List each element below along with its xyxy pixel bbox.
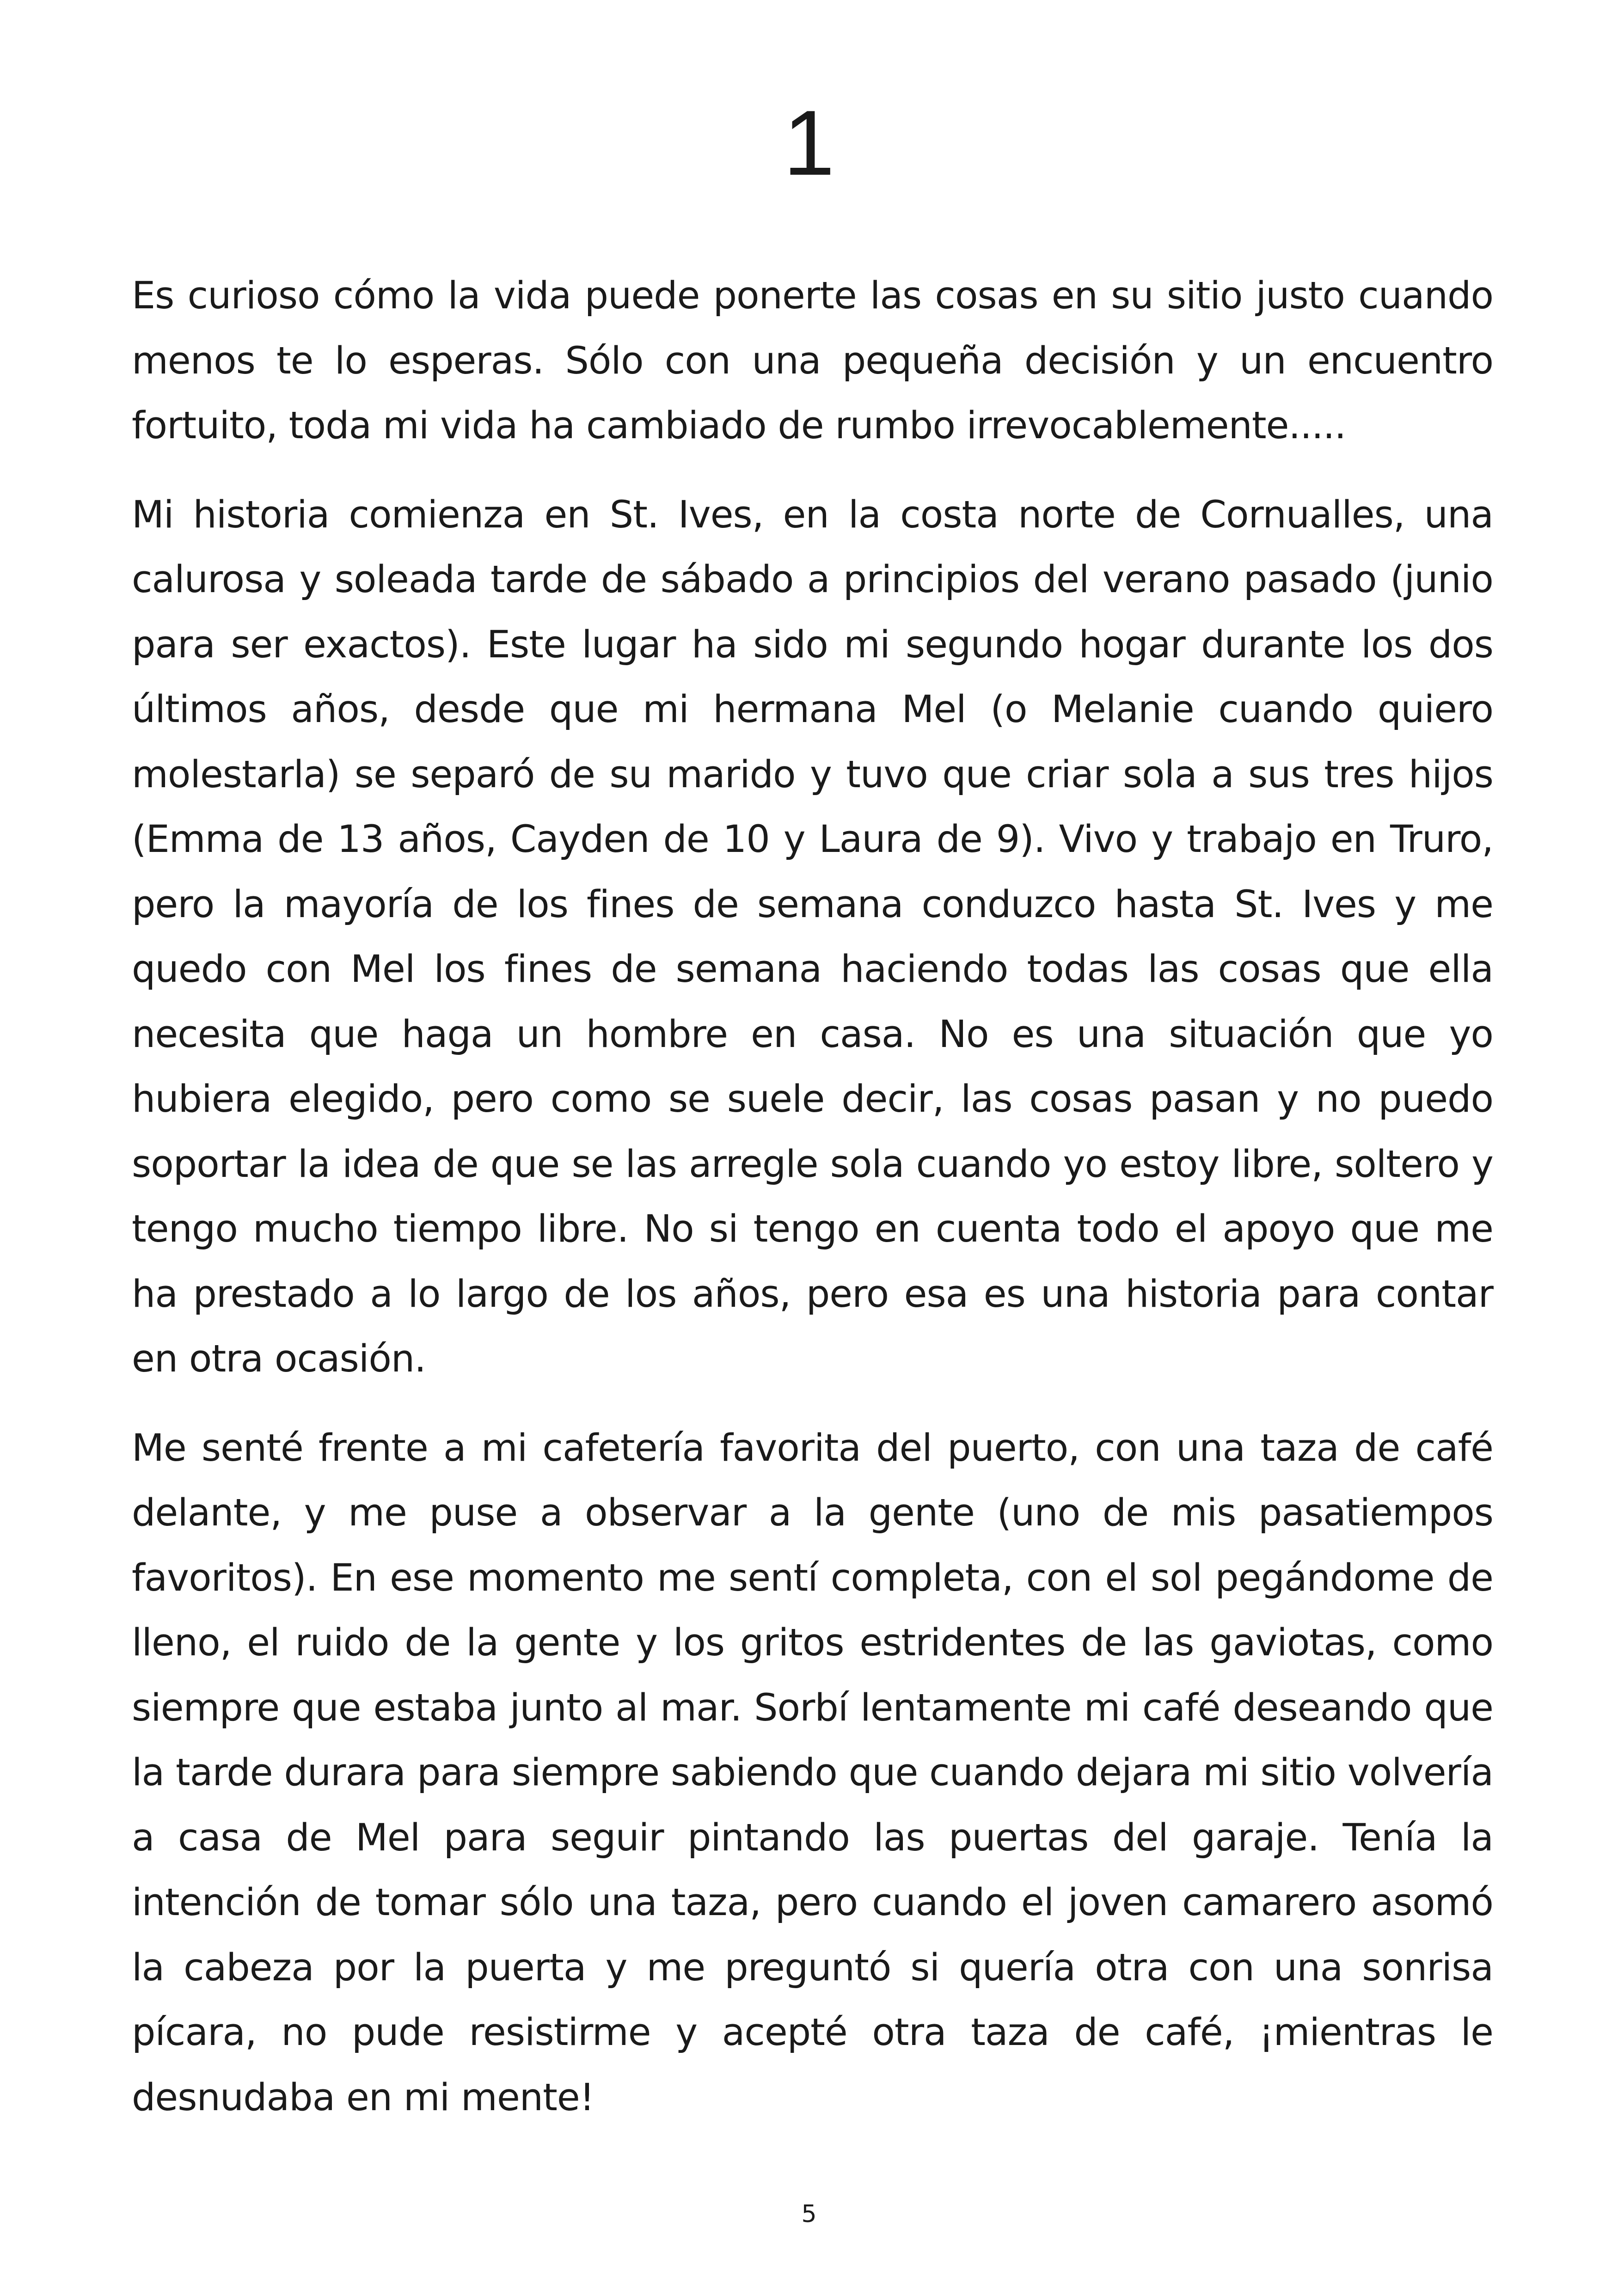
- page-number: 5: [801, 2200, 817, 2228]
- paragraph-2: Mi historia comienza en St. Ives, en la costa norte de Cornualles, una calurosa y soleada tarde de sábado a principios del verano pasado (junio para ser exactos). Este lugar ha sido mi segundo hogar durante los dos últimos años, desde que mi hermana Mel (o Melanie cuando quiero molestarla) se separó de su marido y tuvo que criar sola a sus tres hijos (Emma de 13 años, Cayden de 10 y Laura de 9). Vivo y trabajo en Truro, pero la mayoría de los fines de semana conduzco hasta St. Ives y me quedo con Mel los fines de semana haciendo todas las cosas que ella necesita que haga un hombre en casa. No es una situación que yo hubiera elegido, pero como se suele decir, las cosas pasan y no puedo soportar la idea de que se las arregle sola cuando yo estoy libre, soltero y tengo mucho tiempo libre. No si tengo en cuenta todo el apoyo que me ha prestado a lo largo de los años, pero esa es una historia para contar en otra ocasión.: [132, 493, 1493, 1381]
- chapter-body: [132, 263, 1493, 2154]
- paragraph-3: Me senté frente a mi cafetería favorita del puerto, con una taza de café delante, y me puse a observar a la gente (uno de mis pasatiempos favoritos). En ese momento me sentí completa, con el sol pegándome de lleno, el ruido de la gente y los gritos estridentes de las gaviotas, como siempre que estaba junto al mar. Sorbí lentamente mi café deseando que la tarde durara para siempre sabiendo que cuando dejara mi sitio volvería a casa de Mel para seguir pintando las puertas del garaje. Tenía la intención de tomar sólo una taza, pero cuando el joven camarero asomó la cabeza por la puerta y me preguntó si quería otra con una sonrisa pícara, no pude resistirme y acepté otra taza de café, ¡mientras le desnudaba en mi mente!: [132, 1426, 1493, 2119]
- paragraph-1: Es curioso cómo la vida puede ponerte las cosas en su sitio justo cuando menos te lo esperas. Sólo con una pequeña decisión y un encuentro fortuito, toda mi vida ha cambiado de rumbo irrevocablemente.....: [132, 274, 1493, 447]
- chapter-number: 1: [783, 92, 835, 195]
